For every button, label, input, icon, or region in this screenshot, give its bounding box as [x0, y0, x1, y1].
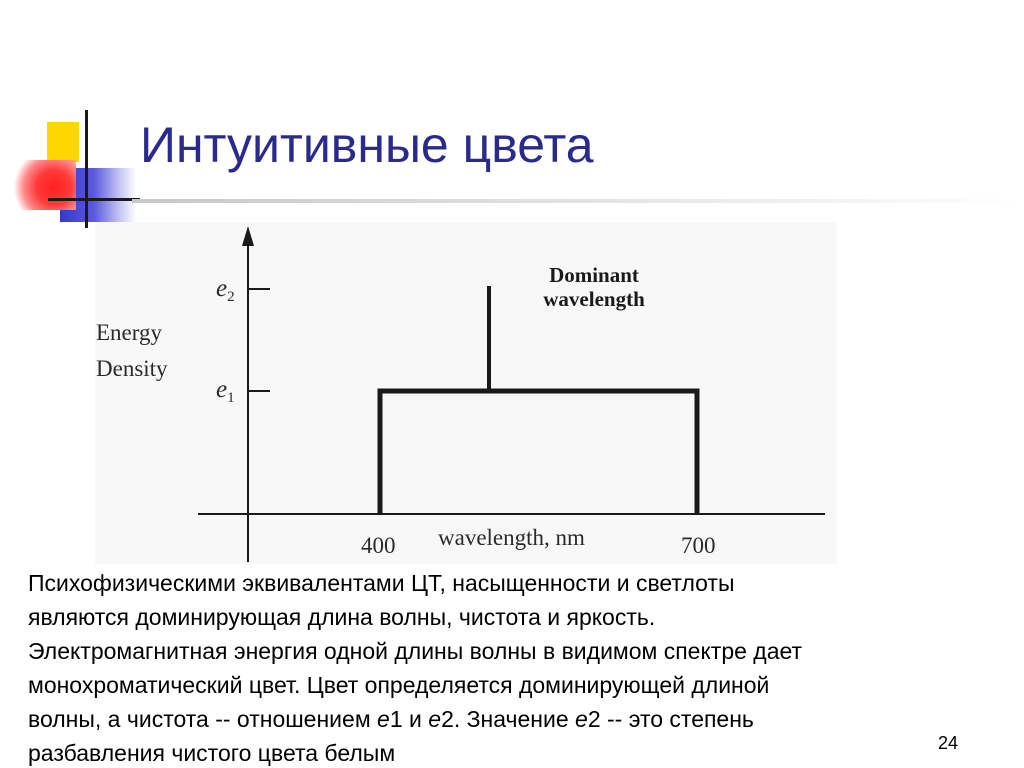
- body-e1-num: 1: [389, 706, 403, 732]
- body-line-3: Электромагнитная энергия одной длины волны в видимом спектре дает: [28, 638, 803, 664]
- e2-label: $e_2$: [216, 275, 235, 305]
- spectrum-box: [380, 391, 697, 514]
- x-axis-label: wavelength, nm: [438, 525, 585, 550]
- dominant-label-line1: Dominant: [549, 263, 639, 287]
- page-number: 24: [938, 733, 959, 753]
- dominant-label-line2: wavelength: [543, 287, 645, 311]
- body-line-5-part3: -- это степень: [600, 706, 754, 732]
- body-line-6: разбавления чистого цвета белым: [28, 740, 396, 766]
- y-axis-label-line1: Energy: [96, 320, 163, 345]
- body-line-5-part1: волны, а чистота -- отношением: [28, 706, 378, 732]
- body-and: и: [402, 706, 429, 732]
- body-line-5: [28, 702, 1008, 736]
- body-line-5-part2: . Значение: [453, 706, 576, 732]
- e1-label: $e_1$: [216, 376, 235, 406]
- body-e2-letter: e: [428, 706, 442, 732]
- y-axis-arrow-icon: [242, 226, 254, 246]
- slide-title: Интуитивные цвета: [140, 117, 594, 173]
- y-axis-label-line2: Density: [96, 356, 168, 381]
- body-e2b-letter: e: [575, 706, 588, 732]
- body-line-4: монохроматический цвет. Цвет определяется доминирующей длиной: [28, 672, 770, 698]
- body-e2b-num: 2: [587, 706, 601, 732]
- x-tick-700: 700: [681, 533, 716, 558]
- x-tick-400: 400: [361, 533, 396, 558]
- body-paragraph: [28, 566, 1008, 768]
- body-line-1: Психофизическими эквивалентами ЦТ, насыщенности и светлоты: [28, 570, 735, 596]
- body-e1-letter: e: [377, 706, 390, 732]
- body-line-2: являются доминирующая длина волны, чистота и яркость.: [28, 604, 656, 630]
- body-e2-num: 2: [441, 706, 454, 732]
